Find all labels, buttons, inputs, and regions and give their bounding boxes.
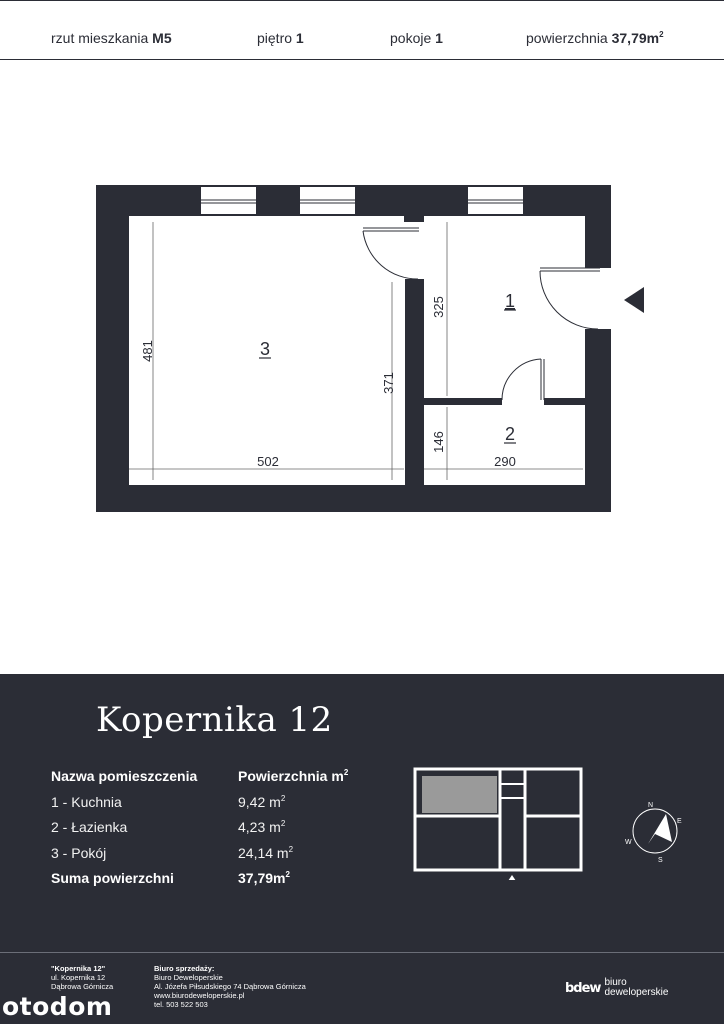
area-value: 37,79m (611, 30, 660, 46)
footer-divider (0, 952, 724, 953)
table-header (51, 768, 391, 794)
compass-n: N (648, 802, 654, 809)
office-phone[interactable]: tel. 503 522 503 (154, 1000, 208, 1009)
room-area-value: 24,14 m (238, 844, 289, 861)
logo-line2: deweloperskie (604, 987, 669, 998)
compass-s: S (658, 857, 663, 864)
room-name: 3 - Pokój (51, 844, 107, 861)
window (201, 187, 256, 214)
info-panel (0, 674, 724, 1024)
bdew-logo-mark: bdew (565, 980, 601, 996)
floor-label: piętro (257, 30, 293, 46)
area-unit-sup: 2 (659, 30, 664, 39)
dim-label: 146 (431, 431, 446, 453)
room-area-sup: 2 (280, 819, 286, 828)
room-name: 2 - Łazienka (51, 819, 128, 835)
door-room3 (363, 228, 419, 279)
wall-right-upper (585, 185, 611, 268)
plan-value: M5 (152, 30, 172, 46)
office-label: Biuro sprzedaży: (154, 964, 215, 973)
table-header-name: Nazwa pomieszczenia (51, 768, 198, 784)
wall-stub (404, 216, 424, 222)
dim-label: 325 (431, 296, 446, 318)
total-label: Suma powierzchni (51, 870, 174, 886)
office-name: Biuro Deweloperskie (154, 973, 223, 982)
total-area-sup: 2 (285, 870, 290, 879)
bdew-logo (565, 978, 668, 998)
window (468, 187, 523, 214)
room-number-3: 3 (259, 339, 271, 359)
room-name: 1 - Kuchnia (51, 793, 122, 810)
total-area-value: 37,79m (238, 870, 286, 886)
table-row (51, 794, 391, 820)
wall-bottom (96, 485, 611, 512)
table-header-area (238, 768, 348, 784)
dim-label: 481 (140, 340, 155, 362)
sales-office (154, 964, 306, 1009)
room-area (238, 845, 293, 861)
dim-label: 371 (381, 372, 396, 394)
dim-label: 290 (494, 454, 516, 469)
table-total-row (51, 870, 391, 896)
wall-bathroom-left (424, 398, 502, 405)
room-area-sup: 2 (288, 844, 294, 854)
building-floor-minimap (412, 766, 584, 880)
rooms-value: 1 (435, 30, 443, 46)
office-web-link[interactable]: www.biurodeweloperskie.pl (154, 991, 245, 1000)
office-address: Al. Józefa Piłsudskiego 74 Dąbrowa Górnicza (154, 982, 306, 991)
table-header-area-sup: 2 (343, 768, 349, 777)
table-header-area-label: Powierzchnia m (238, 768, 344, 784)
wall-bathroom-right (544, 398, 585, 405)
wall-right-lower (585, 329, 611, 512)
room-number-2: 2 (504, 424, 516, 444)
area-label: powierzchnia (526, 30, 608, 46)
rooms-label: pokoje (390, 30, 432, 46)
room-area-value: 9,42 m (238, 793, 281, 810)
wall-left (96, 185, 129, 512)
building-name: "Kopernika 12" (51, 964, 106, 973)
room-number-1: 1 (504, 291, 516, 311)
door-bathroom (502, 359, 544, 400)
building-city: Dąbrowa Górnicza (51, 982, 114, 991)
building-street: ul. Kopernika 12 (51, 973, 106, 982)
building-address (51, 964, 113, 991)
minimap-highlight-unit (422, 776, 497, 813)
logo-line1: biuro (604, 977, 627, 988)
otodom-logo: otodom (2, 992, 113, 1021)
room-table (51, 768, 391, 896)
compass-icon (622, 798, 688, 864)
room-area (238, 819, 285, 835)
room-area-value: 4,23 m (238, 819, 281, 835)
total-area (238, 870, 290, 886)
window (300, 187, 355, 214)
building-title: Kopernika 12 (96, 700, 333, 740)
wall-partition (405, 279, 424, 485)
entrance-arrow-icon (624, 287, 644, 313)
minimap-entrance-icon (508, 875, 516, 880)
room-area (238, 794, 285, 810)
compass-e: E (677, 818, 682, 825)
door-entrance (540, 268, 600, 329)
table-row (51, 845, 391, 871)
bdew-logo-text (604, 978, 668, 998)
plan-label: rzut mieszkania (51, 30, 149, 46)
room-area-sup: 2 (280, 793, 286, 803)
compass-w: W (625, 839, 632, 846)
floor-value: 1 (295, 30, 304, 46)
table-row (51, 819, 391, 845)
dim-label: 502 (257, 454, 279, 469)
